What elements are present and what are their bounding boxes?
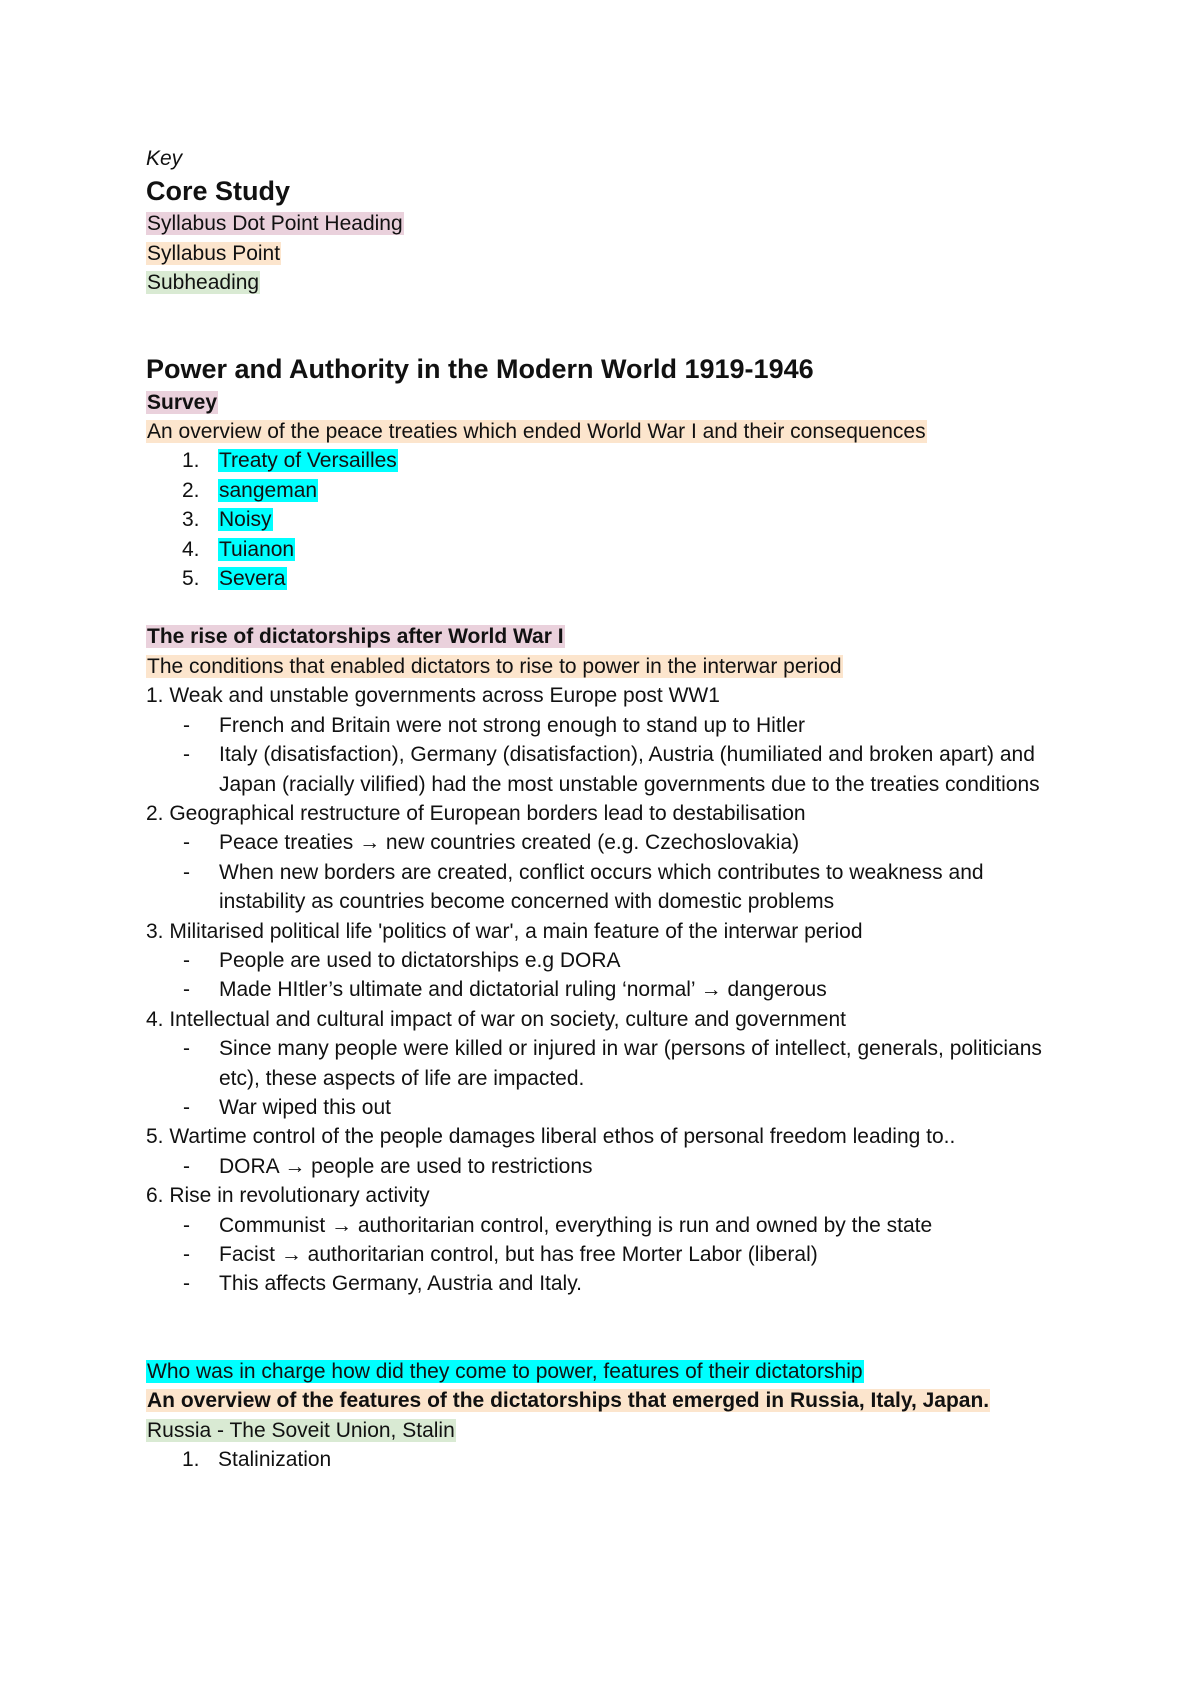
key-subheading: Subheading: [147, 271, 260, 295]
who-heading: Who was in charge how did they come to power, features of their dictatorship: [147, 1359, 863, 1383]
list-item: [146, 476, 1066, 505]
list-item: - War wiped this out: [183, 1095, 391, 1119]
rise-heading: The rise of dictatorships after World War I: [147, 625, 564, 649]
condition-item: 5. Wartime control of the people damages liberal ethos of personal freedom leading to..: [146, 1125, 956, 1149]
treaty-name: Severa: [219, 567, 286, 591]
treaty-name: Treaty of Versailles: [219, 449, 397, 473]
list-item: - People are used to dictatorships e.g DORA: [183, 948, 621, 972]
page-title: Power and Authority in the Modern World 1919-1946: [146, 353, 814, 384]
who-point: An overview of the features of the dictatorships that emerged in Russia, Italy, Japan.: [147, 1389, 990, 1413]
document-page: [146, 144, 1066, 1474]
list-number: 4.: [182, 537, 200, 561]
key-syllabus-point: Syllabus Point: [147, 241, 281, 265]
rise-point: The conditions that enabled dictators to rise to power in the interwar period: [147, 654, 842, 678]
list-item: [146, 564, 1066, 593]
list-item: [146, 505, 1066, 534]
condition-sublist: [146, 1152, 1066, 1181]
list-number: 1.: [182, 449, 200, 473]
list-item: - Italy (disatisfaction), Germany (disatisfaction), Austria (humiliated and broken apart) and Japan (racially vilified) had the most unstable governments due to the treaties conditions: [183, 743, 1040, 796]
condition-item: 2. Geographical restructure of European borders lead to destabilisation: [146, 801, 806, 825]
list-number: 3.: [182, 508, 200, 532]
treaty-name: Tuianon: [219, 537, 295, 561]
condition-item: 3. Militarised political life 'politics of war', a main feature of the interwar period: [146, 919, 863, 943]
core-study-heading: Core Study: [146, 176, 291, 207]
key-dot-point-heading: Syllabus Dot Point Heading: [147, 212, 403, 236]
list-item: - French and Britain were not strong enough to stand up to Hitler: [183, 713, 806, 737]
condition-sublist: [146, 1034, 1066, 1122]
condition-sublist: [146, 828, 1066, 916]
treaty-name: Noisy: [219, 508, 272, 532]
condition-item: 6. Rise in revolutionary activity: [146, 1184, 430, 1208]
survey-point: An overview of the peace treaties which ended World War I and their consequences: [147, 420, 926, 444]
condition-item: 1. Weak and unstable governments across Europe post WW1: [146, 684, 720, 708]
list-item: [146, 535, 1066, 564]
condition-sublist: [146, 711, 1066, 799]
list-item: - When new borders are created, conflict occurs which contributes to weakness and instability as countries become concerned with domestic problems: [183, 860, 984, 914]
list-number: 2.: [182, 478, 200, 502]
condition-sublist: [146, 946, 1066, 1005]
russia-subheading: Russia - The Soveit Union, Stalin: [147, 1418, 455, 1442]
list-item: - Made HItler’s ultimate and dictatorial ruling ‘normal’ → dangerous: [183, 978, 827, 1002]
list-item: - Facist → authoritarian control, but has free Morter Labor (liberal): [183, 1243, 818, 1266]
list-item: - DORA → people are used to restrictions: [183, 1154, 593, 1178]
list-item: - Peace treaties → new countries created (e.g. Czechoslovakia): [183, 831, 800, 855]
list-number: 5.: [182, 567, 200, 591]
condition-sublist: [146, 1211, 1066, 1299]
treaty-list: [146, 446, 1066, 593]
list-text: Stalinization: [218, 1448, 332, 1472]
treaty-name: sangeman: [219, 478, 318, 502]
list-item: - This affects Germany, Austria and Italy.: [183, 1272, 582, 1296]
stalin-list: [146, 1445, 1066, 1474]
key-label: Key: [146, 147, 183, 170]
list-item: [146, 1445, 1066, 1474]
list-item: - Since many people were killed or injured in war (persons of intellect, generals, politicians etc), these aspects of life are impacted.: [183, 1037, 1042, 1090]
condition-item: 4. Intellectual and cultural impact of war on society, culture and government: [146, 1007, 846, 1031]
list-item: [146, 446, 1066, 475]
list-item: - Communist → authoritarian control, everything is run and owned by the state: [183, 1213, 933, 1237]
survey-heading: Survey: [147, 390, 218, 414]
list-number: 1.: [182, 1448, 200, 1472]
